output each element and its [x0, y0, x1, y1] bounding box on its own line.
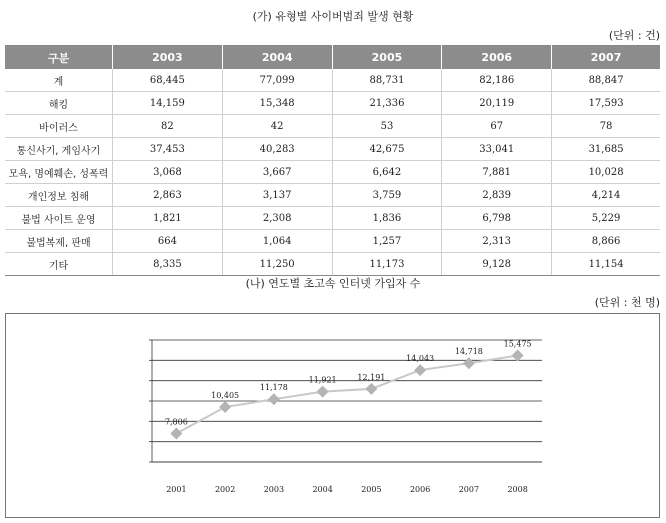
- table-body: [5, 69, 660, 276]
- table-cell: 7,881: [442, 161, 552, 184]
- table-cell: 2,313: [442, 230, 552, 253]
- table-cell: 2,839: [442, 184, 552, 207]
- data-point: [317, 386, 329, 398]
- table-cell: 5,229: [552, 207, 660, 230]
- table-cell: 17,593: [552, 92, 660, 115]
- table-header-cell: 구분: [5, 46, 113, 70]
- table-header-row: [5, 46, 660, 70]
- table-cell: 31,685: [552, 138, 660, 161]
- table-cell: 6,642: [332, 161, 442, 184]
- table-cell: 3,137: [222, 184, 332, 207]
- data-point: [512, 350, 524, 362]
- table-cell: 42,675: [332, 138, 442, 161]
- table-row: [5, 138, 660, 161]
- row-label: 계: [5, 69, 113, 92]
- table-cell: 53: [332, 115, 442, 138]
- x-tick-label: 2001: [166, 485, 187, 494]
- table-cell: 37,453: [113, 138, 223, 161]
- table-row: [5, 161, 660, 184]
- x-tick-label: 2002: [214, 485, 236, 494]
- data-label: 12,191: [357, 372, 386, 382]
- data-label: 14,718: [454, 347, 483, 357]
- table-row: [5, 69, 660, 92]
- x-tick-label: 2005: [361, 485, 382, 494]
- table-header-cell: 2005: [332, 46, 442, 70]
- table-cell: 2,863: [113, 184, 223, 207]
- data-label: 7,806: [164, 417, 188, 427]
- data-label: 11,921: [308, 375, 337, 385]
- table-cell: 1,836: [332, 207, 442, 230]
- chart-title: (나) 연도별 초고속 인터넷 가입자 수: [245, 277, 421, 290]
- table-cell: 67: [442, 115, 552, 138]
- table-cell: 42: [222, 115, 332, 138]
- row-label: 불법 사이트 운영: [5, 207, 113, 230]
- data-point: [219, 401, 231, 413]
- table-cell: 3,667: [222, 161, 332, 184]
- x-tick-label: 2004: [312, 485, 333, 494]
- data-point: [365, 383, 377, 395]
- x-tick-label: 2007: [458, 485, 480, 494]
- table-cell: 20,119: [442, 92, 552, 115]
- data-point: [268, 393, 280, 405]
- table-cell: 3,759: [332, 184, 442, 207]
- table-cell: 88,847: [552, 69, 660, 92]
- table-header-cell: 2004: [222, 46, 332, 70]
- table-row: [5, 207, 660, 230]
- table-cell: 4,214: [552, 184, 660, 207]
- row-label: 해킹: [5, 92, 113, 115]
- row-label: 불법복제, 판매: [5, 230, 113, 253]
- table-cell: 9,128: [442, 253, 552, 276]
- table-cell: 10,028: [552, 161, 660, 184]
- table-cell: 1,257: [332, 230, 442, 253]
- table-row: [5, 92, 660, 115]
- table-cell: 40,283: [222, 138, 332, 161]
- table-cell: 664: [113, 230, 223, 253]
- data-point: [170, 427, 182, 439]
- table-cell: 1,821: [113, 207, 223, 230]
- table-row: [5, 184, 660, 207]
- table-cell: 82,186: [442, 69, 552, 92]
- crime-table: [5, 45, 660, 276]
- table-header-cell: 2007: [552, 46, 660, 70]
- data-point: [414, 364, 426, 376]
- chart-frame: [5, 313, 660, 518]
- data-label: 15,475: [503, 339, 532, 349]
- table-cell: 11,154: [552, 253, 660, 276]
- table-cell: 88,731: [332, 69, 442, 92]
- data-label: 10,405: [211, 391, 240, 401]
- line-chart: [6, 314, 659, 517]
- table-cell: 15,348: [222, 92, 332, 115]
- table-header-cell: 2006: [442, 46, 552, 70]
- table-cell: 8,335: [113, 253, 223, 276]
- table-cell: 11,173: [332, 253, 442, 276]
- table-header-cell: 2003: [113, 46, 223, 70]
- data-label: 14,043: [406, 354, 435, 364]
- table-cell: 2,308: [222, 207, 332, 230]
- table-row: [5, 115, 660, 138]
- table-cell: 8,866: [552, 230, 660, 253]
- table-cell: 3,068: [113, 161, 223, 184]
- table-cell: 68,445: [113, 69, 223, 92]
- table-unit: (단위 : 건): [608, 29, 660, 42]
- row-label: 통신사기, 게임사기: [5, 138, 113, 161]
- data-point: [463, 357, 475, 369]
- table-cell: 78: [552, 115, 660, 138]
- table-title: (가) 유형별 사이버범죄 발생 현황: [252, 10, 414, 23]
- table-cell: 14,159: [113, 92, 223, 115]
- table-cell: 21,336: [332, 92, 442, 115]
- x-tick-label: 2008: [507, 485, 528, 494]
- data-label: 11,178: [259, 383, 288, 393]
- x-tick-label: 2006: [409, 485, 431, 494]
- row-label: 개인정보 침해: [5, 184, 113, 207]
- table-cell: 6,798: [442, 207, 552, 230]
- row-label: 모욕, 명예훼손, 성폭력: [5, 161, 113, 184]
- row-label: 바이러스: [5, 115, 113, 138]
- chart-unit: (단위 : 천 명): [594, 296, 660, 309]
- x-tick-label: 2003: [263, 485, 285, 494]
- table-row: [5, 230, 660, 253]
- table-cell: 1,064: [222, 230, 332, 253]
- table-row: [5, 253, 660, 276]
- table-cell: 77,099: [222, 69, 332, 92]
- table-cell: 33,041: [442, 138, 552, 161]
- row-label: 기타: [5, 253, 113, 276]
- table-cell: 82: [113, 115, 223, 138]
- table-cell: 11,250: [222, 253, 332, 276]
